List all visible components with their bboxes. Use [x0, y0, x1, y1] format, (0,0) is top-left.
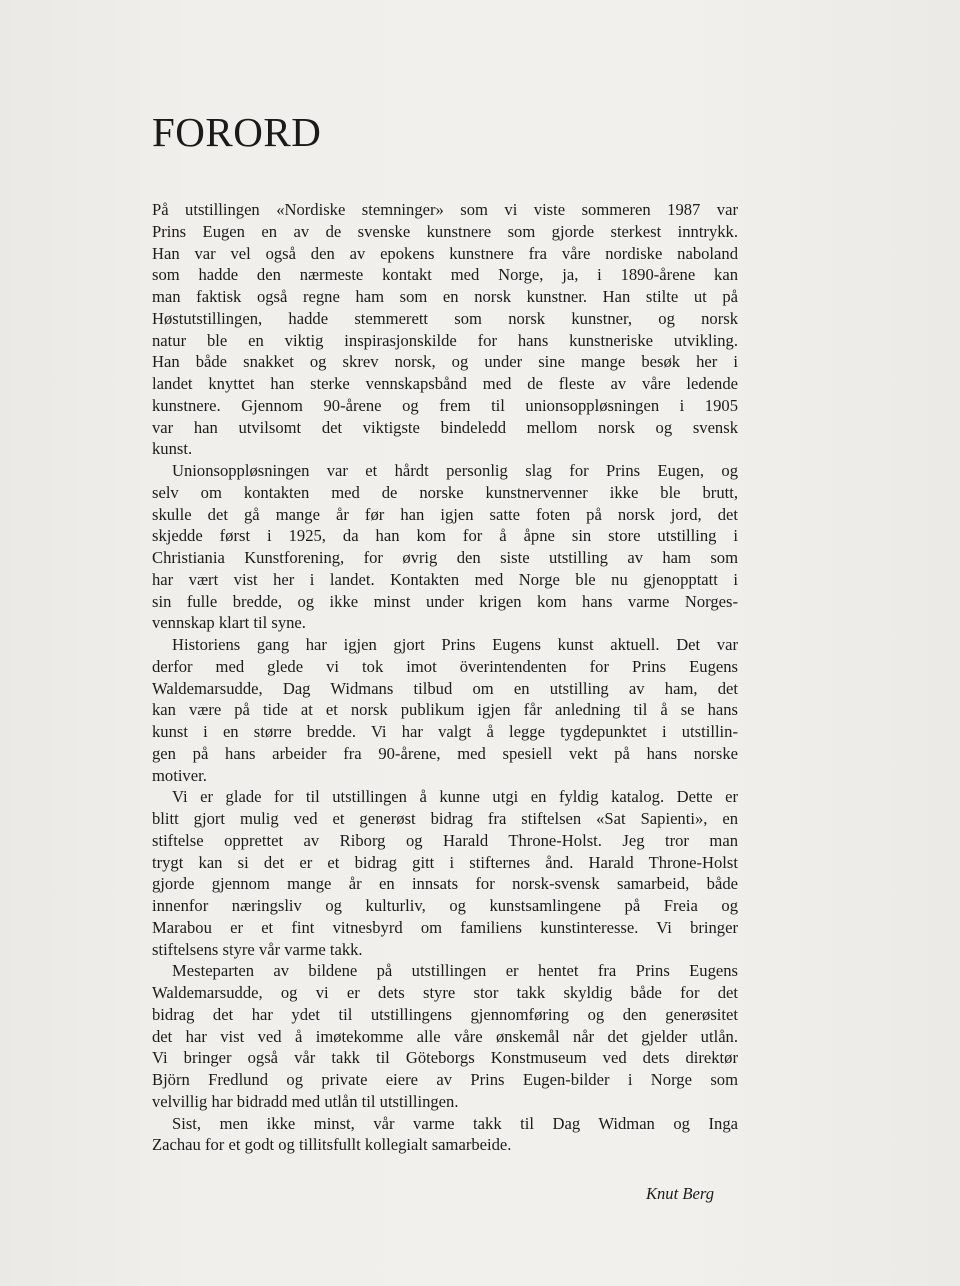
text-line: kan være på tide at et norsk publikum igjen får anledning til å se hans — [152, 700, 738, 720]
text-line: gen på hans arbeider fra 90-årene, med spesiell vekt på hans norske — [152, 743, 738, 763]
text-line: Björn Fredlund og private eiere av Prins Eugen-bilder i Norge som — [152, 1070, 738, 1089]
page-title: FORORD — [152, 109, 322, 155]
paragraph — [152, 1113, 738, 1157]
text-line: innenfor næringsliv og kulturliv, og kunstsamlingene på Freia og — [152, 896, 738, 915]
text-line: Marabou er et fint vitnesbyrd om familiens kunstinteresse. Vi bringer — [152, 917, 738, 937]
text-line: bidrag det har ydet til utstillingens gjennomføring og den generøsitet — [152, 1004, 738, 1024]
text-line: har vært vist her i landet. Kontakten med Norge ble nu gjenopptatt i — [152, 569, 738, 589]
text-line: stiftelse opprettet av Riborg og Harald Throne-Holst. Jeg tror man — [152, 830, 738, 850]
text-line: Sist, men ikke minst, vår varme takk til Dag Widman og Inga — [172, 1113, 738, 1133]
text-line: Han både snakket og skrev norsk, og under sine mange besøk her i — [152, 352, 738, 372]
text-line: velvillig har bidradd med utlån til utstillingen. — [152, 1091, 459, 1111]
text-line: motiver. — [152, 765, 207, 785]
text-line: trygt kan si det er et bidrag gitt i stifternes ånd. Harald Throne-Holst — [152, 852, 738, 872]
text-line: På utstillingen «Nordiske stemninger» som vi viste sommeren 1987 var — [152, 200, 738, 219]
text-line: selv om kontakten med de norske kunstnervenner ikke ble brutt, — [152, 482, 738, 502]
text-line: natur ble en viktig inspirasjonskilde for hans kunstneriske utvikling. — [152, 330, 738, 350]
paragraph — [152, 960, 738, 1112]
text-line: det har vist ved å imøtekomme alle våre ønskemål når det gjelder utlån. — [152, 1026, 738, 1046]
text-line: kunst. — [152, 439, 193, 459]
text-line: Christiania Kunstforening, for øvrig den siste utstilling av ham som — [152, 548, 738, 567]
text-line: sin fulle bredde, og ikke minst under krigen kom hans varme Norges- — [152, 591, 738, 611]
paragraph — [152, 460, 738, 634]
text-line: kunst i en større bredde. Vi har valgt å legge tygdepunktet i utstillin- — [152, 722, 738, 741]
text-line: Waldemarsudde, og vi er dets styre stor takk skyldig både for det — [152, 983, 738, 1002]
paragraph — [152, 786, 738, 960]
text-line: Vi bringer også vår takk til Göteborgs Konstmuseum ved dets direktør — [152, 1048, 738, 1068]
text-line: vennskap klart til syne. — [152, 613, 306, 633]
text-line: Han var vel også den av epokens kunstnere fra våre nordiske naboland — [152, 243, 738, 263]
text-line: landet knyttet han sterke vennskapsbånd med de fleste av våre ledende — [152, 374, 738, 393]
signature: Knut Berg — [645, 1184, 714, 1203]
text-line: Zachau for et godt og tillitsfullt kollegialt samarbeide. — [152, 1135, 512, 1155]
text-line: Høstutstillingen, hadde stemmerett som norsk kunstner, og norsk — [152, 308, 738, 328]
text-line: Unionsoppløsningen var et hårdt personlig slag for Prins Eugen, og — [172, 461, 738, 480]
paragraph — [152, 199, 738, 460]
text-line: Waldemarsudde, Dag Widmans tilbud om en utstilling av ham, det — [152, 678, 738, 698]
text-line: derfor med glede vi tok imot överintendenten for Prins Eugens — [152, 656, 738, 676]
text-line: Mesteparten av bildene på utstillingen er hentet fra Prins Eugens — [172, 961, 738, 981]
text-line: kunstnere. Gjennom 90-årene og frem til unionsoppløsningen i 1905 — [152, 395, 738, 415]
text-line: som hadde den nærmeste kontakt med Norge, ja, i 1890-årene kan — [152, 265, 738, 285]
text-line: blitt gjort mulig ved et generøst bidrag fra stiftelsen «Sat Sapienti», en — [152, 809, 738, 828]
text-line: skulle det gå mange år før han igjen satte foten på norsk jord, det — [152, 504, 738, 524]
text-line: gjorde gjennom mange år en innsats for norsk-svensk samarbeid, både — [152, 874, 738, 894]
text-line: Prins Eugen en av de svenske kunstnere som gjorde sterkest inntrykk. — [152, 221, 738, 241]
text-line: man faktisk også regne ham som en norsk kunstner. Han stilte ut på — [152, 287, 738, 306]
text-line: stiftelsens styre vår varme takk. — [152, 939, 363, 959]
text-line: skjedde først i 1925, da han kom for å åpne sin store utstilling i — [152, 526, 738, 546]
text-line: Historiens gang har igjen gjort Prins Eugens kunst aktuell. Det var — [172, 635, 738, 654]
paragraph — [152, 634, 738, 786]
text-line: Vi er glade for til utstillingen å kunne utgi en fyldig katalog. Dette er — [172, 787, 738, 807]
text-line: var han utvilsomt det viktigste bindeledd mellom norsk og svensk — [152, 417, 738, 437]
body-text — [152, 199, 738, 1156]
